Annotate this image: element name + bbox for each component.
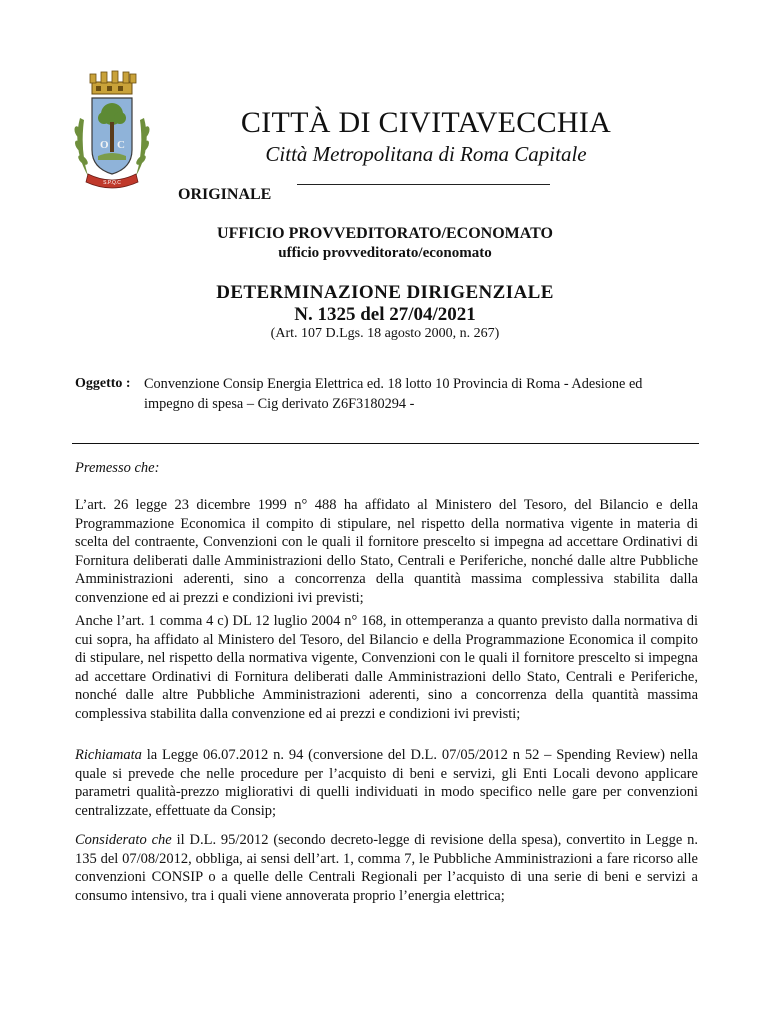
section-divider (72, 443, 699, 444)
legal-reference: (Art. 107 D.Lgs. 18 agosto 2000, n. 267) (270, 326, 500, 341)
premesso-heading: Premesso che: (75, 460, 160, 476)
body-paragraph (75, 746, 698, 820)
originale-label: ORIGINALE (178, 186, 272, 203)
ribbon-icon (86, 174, 138, 188)
office-subname: ufficio provveditorato/economato (278, 245, 492, 261)
city-subtitle: Città Metropolitana di Roma Capitale (265, 142, 587, 166)
body-paragraph (75, 496, 698, 607)
paragraph-text: la Legge 06.07.2012 n. 94 (conversione del D.L. 07/05/2012 n 52 – Spending Review) nella quale si prevede che nelle procedure per l’acquisto di beni e servizi, gli Enti Locali devono applicare parametri qualità-prezzo migliorativi di quelli individuati in modo specifico nelle gare per convenzioni centralizzate, effettuate da Consip; (75, 747, 698, 819)
paragraph-text: il D.L. 95/2012 (secondo decreto-legge di revisione della spesa), convertito in Legge n. 135 del 07/08/2012, obbliga, ai sensi dell’art. 1, comma 7, le Pubbliche Amministrazioni a fare ricorso alle convenzioni CONSIP o a quelle delle Centrali Regionali per l’acquisto di una serie di beni e servizi a consumo intensivo, tra i quali viene annoverata proprio l’energia elettrica; (75, 832, 698, 904)
paragraph-text: L’art. 26 legge 23 dicembre 1999 n° 488 ha affidato al Ministero del Tesoro, del Bilancio e della Programmazione Economica il compito di stipulare, nel rispetto della normativa vigente in materia di scelta del contraente, Convenzioni con le quali il fornitore prescelto si impegna ad accettare Ordinativi di Fornitura deliberati dalle Amministrazioni dello Stato, Centrali e Periferiche, nonché dalle altre Pubbliche Amministrazioni aderenti, sino a concorrenza della quantità massima complessiva stabilita dalla convenzione ed ai prezzi e condizioni ivi previsti; (75, 497, 698, 606)
paragraph-lead: Considerato che (75, 832, 172, 848)
paragraph-text: Anche l’art. 1 comma 4 c) DL 12 luglio 2004 n° 168, in ottemperanza a quanto previsto dalla normativa di cui sopra, ha affidato al Ministero del Tesoro, del Bilancio e della Programmazione Economica il compito di stipulare, nel rispetto della normativa vigente, Convenzioni con le quali il fornitore prescelto si impegna ad accettare Ordinativi di Fornitura deliberati dalle Amministrazioni dello Stato, Centrali e Periferiche, nonché dalle altre Pubbliche Amministrazioni aderenti, sino a concorrenza della quantità massima complessiva stabilita dalla convenzione ed ai prezzi e condizioni ivi previsti; (75, 613, 698, 722)
crest-ribbon-text: S.P.Q.C (103, 180, 121, 186)
subject-text: Convenzione Consip Energia Elettrica ed. 18 lotto 10 Provincia di Roma - Adesione ed impegno di spesa – Cig derivato Z6F3180294 - (144, 376, 643, 412)
determination-number: N. 1325 del 27/04/2021 (294, 304, 476, 325)
crown-icon (90, 71, 136, 94)
crest-letter-left: O (100, 139, 109, 151)
city-title: CITTÀ DI CIVITAVECCHIA (240, 106, 612, 139)
body-paragraph (75, 831, 698, 905)
body-paragraph (75, 612, 698, 723)
crest-letter-right: C (117, 139, 125, 151)
subject-label: Oggetto : (75, 376, 131, 391)
paragraph-lead: Richiamata (75, 747, 142, 763)
header-divider (297, 184, 550, 185)
determination-title: DETERMINAZIONE DIRIGENZIALE (216, 282, 554, 303)
office-name: UFFICIO PROVVEDITORATO/ECONOMATO (217, 225, 553, 242)
